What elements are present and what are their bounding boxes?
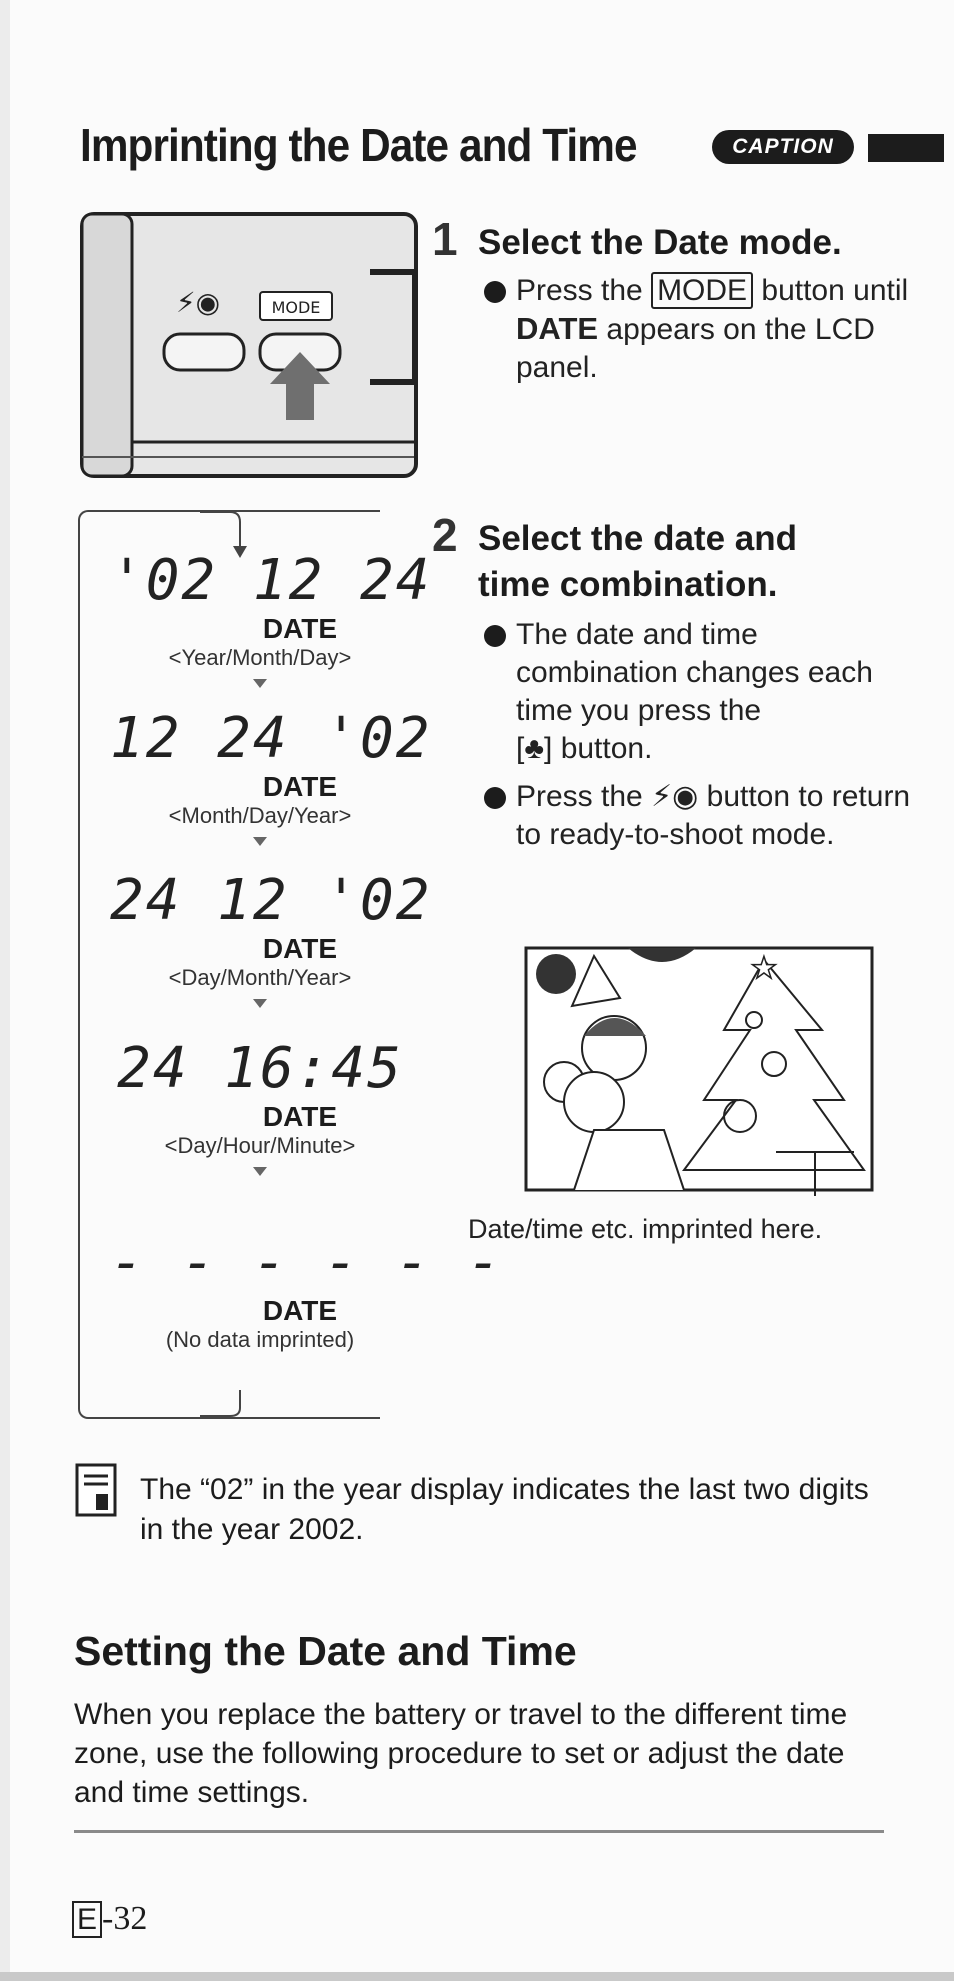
lcd-format-label: <Year/Month/Day> [168,645,352,670]
christmas-photo-illustration [524,940,874,1200]
section-body: When you replace the battery or travel to the different time zone, use the following procedure to set or adjust the date and time settings. [74,1698,848,1809]
photo-caption: Date/time etc. imprinted here. [468,1214,823,1244]
lcd-digits: '02 12 24 [110,548,432,613]
loop-arrow-bottom [200,1390,250,1420]
lcd-digits: - - - - - - [110,1230,503,1295]
ornament-ball-icon [536,954,576,994]
lcd-option [110,548,432,688]
title-bar-decoration [868,134,944,162]
section-title: Setting the Date and Time [74,1628,577,1674]
lcd-option [110,1230,503,1353]
lcd-option [110,1036,410,1176]
memo-note-icon [74,1462,120,1520]
step2-instruction-2: Press the ⚡◉ button to return to ready-to-shoot mode. [516,778,926,854]
lcd-option [110,706,432,846]
page-number: E -32 [72,1900,147,1938]
step1-number: 1 [432,213,458,265]
portrait-button-label: [♣] button. [516,732,653,765]
flash-eye-icon: ⚡◉ [176,286,221,319]
page-title: Imprinting the Date and Time [80,119,637,171]
next-arrow-icon [253,679,267,688]
lcd-date-label: DATE [262,771,338,802]
mode-label-text: MODE [271,298,321,317]
svg-text:★: ★ [750,951,778,986]
lcd-digits: 12 24 '02 [110,706,432,771]
bullet-icon [484,625,506,647]
step2-title-line1: Select the date and [478,519,797,558]
bullet-icon [484,281,506,303]
lcd-format-label: <Day/Hour/Minute> [164,1133,356,1158]
lcd-digits: 24 16:45 [117,1036,403,1101]
step2-title-line2: time combination. [478,565,778,604]
lcd-format-label: <Month/Day/Year> [168,803,352,828]
step1-title: Select the Date mode. [478,223,842,262]
next-arrow-icon [253,1167,267,1176]
page-bottom-edge [0,1972,954,1981]
page-edge-shadow [0,0,10,1981]
page-letter: E [72,1901,102,1938]
teddy-bear-icon [564,1072,624,1132]
lcd-format-label: <Day/Month/Year> [168,965,352,990]
lcd-date-label: DATE [262,1295,338,1326]
step2-instruction-1: The date and time combination changes each time you press the [♣] button. [516,616,926,768]
step1-instruction: Press the MODE button until DATE appears on the LCD panel. [516,272,926,387]
caption-badge: CAPTION [712,130,854,164]
camera-buttons-illustration [80,212,420,482]
flash-eye-icon: ⚡◉ [651,780,699,813]
bullet-icon [484,787,506,809]
step2-number: 2 [432,509,458,561]
lcd-date-label: DATE [262,933,338,964]
note-text: The “02” in the year display indicates the last two digits in the year 2002. [140,1473,869,1546]
next-arrow-icon [253,837,267,846]
lcd-option [110,868,432,1008]
next-arrow-icon [253,999,267,1008]
lcd-date-label: DATE [262,613,338,644]
lcd-digits: 24 12 '02 [110,868,432,933]
section-divider [74,1830,884,1833]
lcd-date-label: DATE [262,1101,338,1132]
mode-button-label: MODE [651,272,753,309]
lcd-format-label: (No data imprinted) [165,1327,355,1352]
date-keyword: DATE [516,311,599,346]
